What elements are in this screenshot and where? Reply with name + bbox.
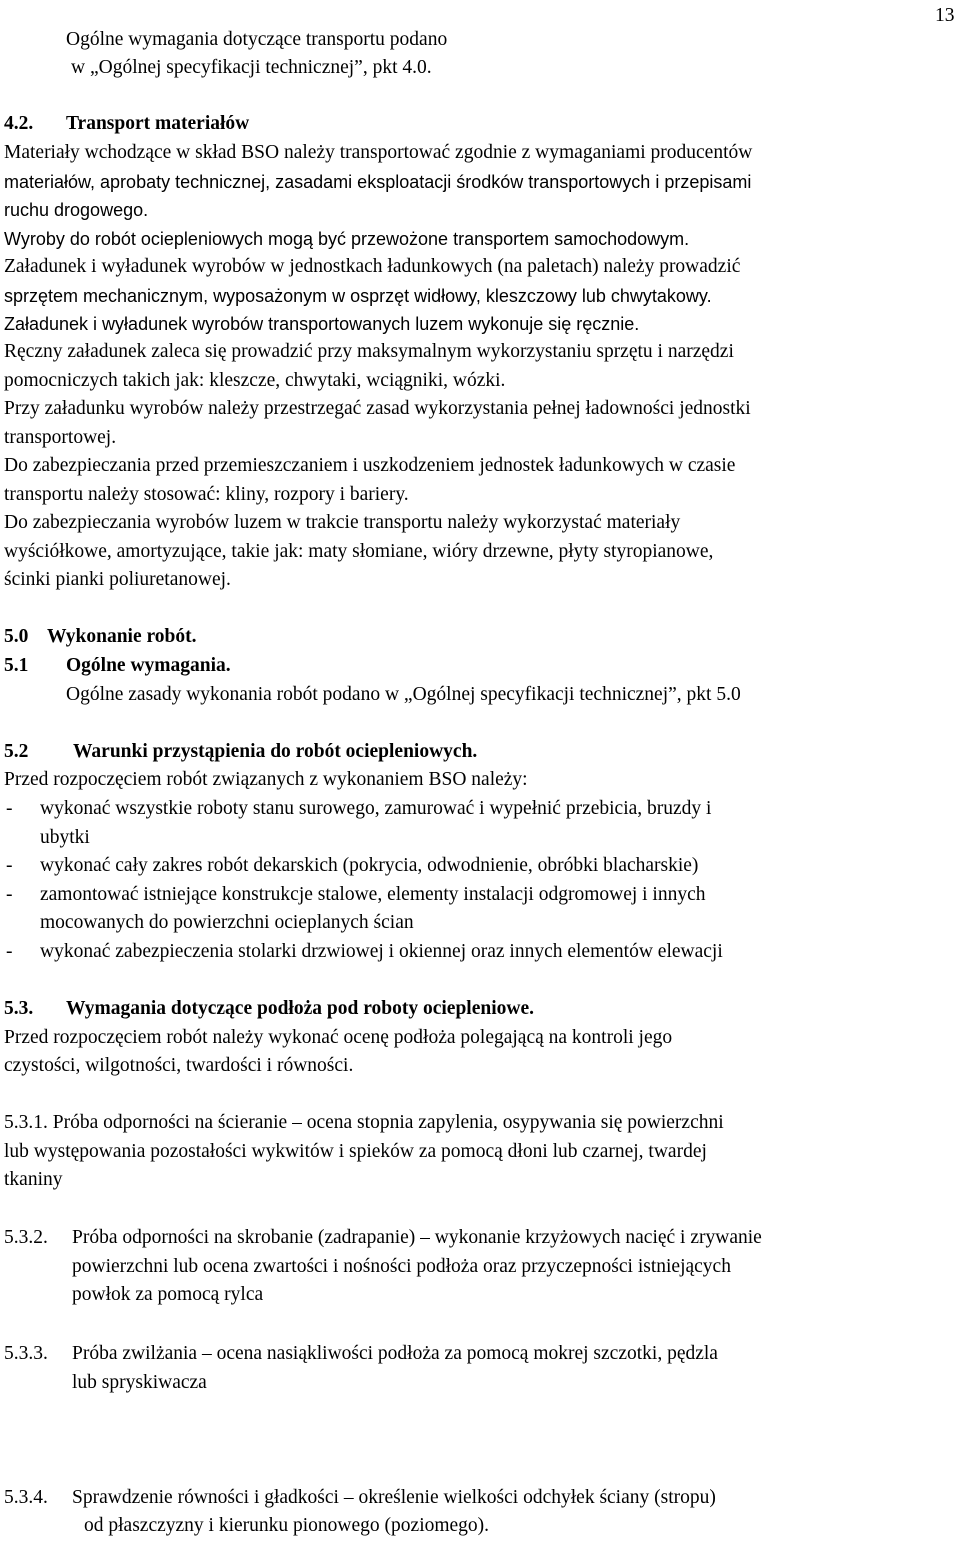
s42-p7-line: Do zabezpieczania przed przemieszczaniem i uszkodzeniem jednostek ładunkowych w czasie bbox=[4, 455, 736, 476]
section-5-0-title: Wykonanie robót. bbox=[47, 626, 197, 647]
list-item-line: ubytki bbox=[40, 827, 90, 848]
section-5-3-3-number: 5.3.3. bbox=[4, 1343, 48, 1364]
s42-p3-line: Załadunek i wyładunek wyrobów w jednostkach ładunkowych (na paletach) należy prowadzić bbox=[4, 256, 741, 277]
section-5-3-2-line: powłok za pomocą rylca bbox=[72, 1284, 264, 1305]
list-dash: - bbox=[6, 884, 13, 905]
section-5-3-2-line: powierzchni lub ocena zwartości i nośności podłoża oraz przyczepności istniejących bbox=[72, 1256, 731, 1277]
s42-p2: Wyroby do robót ociepleniowych mogą być przewożone transportem samochodowym. bbox=[4, 229, 690, 249]
section-5-2-lead: Przed rozpoczęciem robót związanych z wykonaniem BSO należy: bbox=[4, 769, 528, 790]
list-dash: - bbox=[6, 941, 13, 962]
s42-p8-line: wyściółkowe, amortyzujące, takie jak: maty słomiane, wióry drzewne, płyty styropianowe, bbox=[4, 541, 714, 562]
section-4-2-title: Transport materiałów bbox=[66, 113, 250, 134]
section-5-0-number: 5.0 bbox=[4, 626, 29, 647]
section-5-3-title: Wymagania dotyczące podłoża pod roboty ociepleniowe. bbox=[66, 998, 534, 1019]
s42-p5-line: Ręczny załadunek zaleca się prowadzić przy maksymalnym wykorzystaniu sprzętu i narzędzi bbox=[4, 341, 734, 362]
list-item-line: zamontować istniejące konstrukcje stalowe, elementy instalacji odgromowej i innych bbox=[40, 884, 706, 905]
section-4-2-number: 4.2. bbox=[4, 113, 34, 134]
s42-p1-line: Materiały wchodzące w skład BSO należy transportować zgodnie z wymaganiami producentów bbox=[4, 142, 753, 163]
list-item-line: wykonać cały zakres robót dekarskich (pokrycia, odwodnienie, obróbki blacharskie) bbox=[40, 855, 699, 876]
section-5-3-1-line: lub występowania pozostałości wykwitów i spieków za pomocą dłoni lub czarnej, twardej bbox=[4, 1141, 707, 1162]
s42-p3-line: sprzętem mechanicznym, wyposażonym w osprzęt widłowy, kleszczowy lub chwytakowy. bbox=[4, 286, 712, 306]
list-item-line: wykonać zabezpieczenia stolarki drzwiowej i okiennej oraz innych elementów elewacji bbox=[40, 941, 723, 962]
s42-p6-line: Przy załadunku wyrobów należy przestrzegać zasad wykorzystania pełnej ładowności jednostki bbox=[4, 398, 751, 419]
section-5-3-3-line: Próba zwilżania – ocena nasiąkliwości podłoża za pomocą mokrej szczotki, pędzla bbox=[72, 1343, 718, 1364]
section-5-1-number: 5.1 bbox=[4, 655, 29, 676]
section-5-3-1-line: 5.3.1. Próba odporności na ścieranie – ocena stopnia zapylenia, osypywania się powierzchni bbox=[4, 1112, 724, 1133]
section-5-3-2-line: Próba odporności na skrobanie (zadrapanie) – wykonanie krzyżowych nacięć i zrywanie bbox=[72, 1227, 762, 1248]
s42-p8-line: ścinki pianki poliuretanowej. bbox=[4, 569, 231, 590]
s42-p4: Załadunek i wyładunek wyrobów transportowanych luzem wykonuje się ręcznie. bbox=[4, 314, 640, 334]
intro-line-1: Ogólne wymagania dotyczące transportu podano bbox=[66, 29, 448, 50]
s42-p7-line: transportu należy stosować: kliny, rozpory i bariery. bbox=[4, 484, 409, 505]
section-5-3-number: 5.3. bbox=[4, 998, 34, 1019]
list-item-line: wykonać wszystkie roboty stanu surowego, zamurować i wypełnić przebicia, bruzdy i bbox=[40, 798, 712, 819]
s42-p1-line: materiałów, aprobaty technicznej, zasadami eksploatacji środków transportowych i przepisami bbox=[4, 172, 752, 192]
s42-p5-line: pomocniczych takich jak: kleszcze, chwytaki, wciągniki, wózki. bbox=[4, 370, 506, 391]
section-5-3-2-number: 5.3.2. bbox=[4, 1227, 48, 1248]
section-5-3-3-line: lub spryskiwacza bbox=[72, 1372, 207, 1393]
section-5-3-4-line: od płaszczyzny i kierunku pionowego (poziomego). bbox=[84, 1515, 490, 1536]
section-5-3-text-line: Przed rozpoczęciem robót należy wykonać ocenę podłoża polegającą na kontroli jego bbox=[4, 1027, 673, 1048]
section-5-3-4-line: Sprawdzenie równości i gładkości – określenie wielkości odchyłek ściany (stropu) bbox=[72, 1487, 716, 1508]
section-5-3-text-line: czystości, wilgotności, twardości i równości. bbox=[4, 1055, 354, 1076]
s42-p8-line: Do zabezpieczania wyrobów luzem w trakcie transportu należy wykorzystać materiały bbox=[4, 512, 681, 533]
section-5-2-number: 5.2 bbox=[4, 741, 29, 762]
section-5-3-4-number: 5.3.4. bbox=[4, 1487, 48, 1508]
section-5-1-title: Ogólne wymagania. bbox=[66, 655, 231, 676]
section-5-1-text: Ogólne zasady wykonania robót podano w „Ogólnej specyfikacji technicznej”, pkt 5.0 bbox=[66, 684, 741, 705]
section-5-2-title: Warunki przystąpienia do robót ociepleniowych. bbox=[73, 741, 478, 762]
list-dash: - bbox=[6, 855, 13, 876]
list-item-line: mocowanych do powierzchni ocieplanych ścian bbox=[40, 912, 414, 933]
page-number: 13 bbox=[935, 5, 955, 26]
intro-line-2: w „Ogólnej specyfikacji technicznej”, pkt 4.0. bbox=[71, 57, 432, 78]
s42-p1-line: ruchu drogowego. bbox=[4, 200, 149, 220]
section-5-3-1-line: tkaniny bbox=[4, 1169, 63, 1190]
list-dash: - bbox=[6, 798, 13, 819]
s42-p6-line: transportowej. bbox=[4, 427, 117, 448]
